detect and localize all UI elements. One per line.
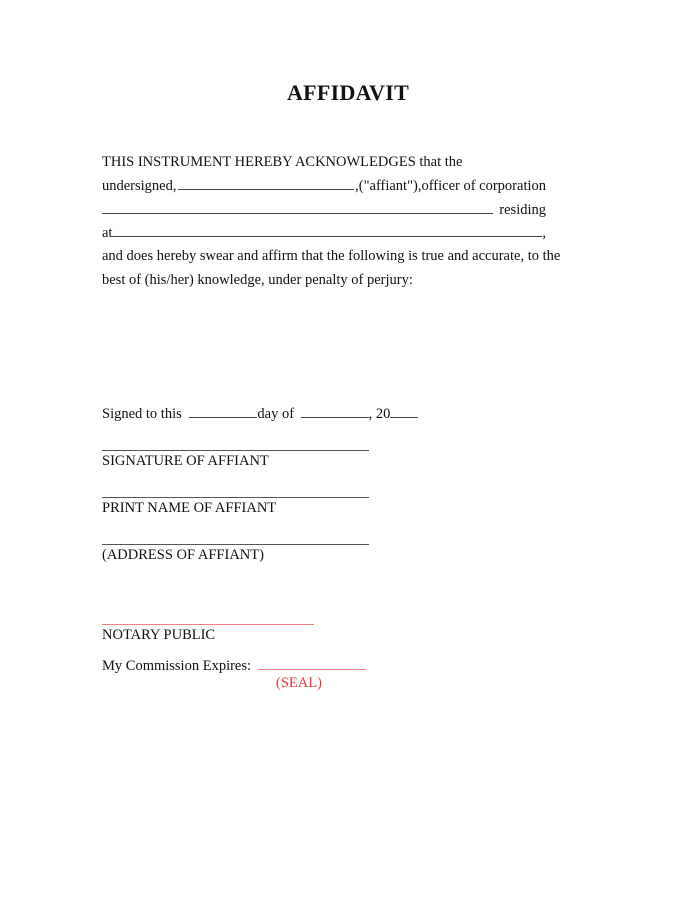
print-name-line[interactable] [102,497,369,498]
undersigned-text: undersigned, [102,178,177,194]
para-line-5: and does hereby swear and affirm that the following is true and accurate, to the [102,248,561,264]
para-line-4 [102,224,546,242]
para-line-1: THIS INSTRUMENT HEREBY ACKNOWLEDGES that the [102,154,463,170]
residence-address-blank[interactable] [112,224,542,237]
day-of-text: day of [257,406,295,422]
comma-text: , [542,225,546,241]
affiant-name-blank[interactable] [178,177,355,190]
at-text: at [102,225,113,241]
seal-label: (SEAL) [276,675,322,691]
signed-date-line [102,405,418,423]
address-line[interactable] [102,544,369,545]
signature-label: SIGNATURE OF AFFIANT [102,453,269,469]
signed-prefix-text: Signed to this [102,406,182,422]
year-prefix-text: , 20 [368,406,391,422]
notary-label: NOTARY PUBLIC [102,627,216,643]
month-blank[interactable] [301,405,369,418]
document-title: AFFIDAVIT [286,80,410,105]
para-line-2 [102,177,546,195]
print-name-label: PRINT NAME OF AFFIANT [102,500,277,516]
corporation-blank[interactable] [102,201,493,214]
address-label: (ADDRESS OF AFFIANT) [102,547,264,563]
year-blank[interactable] [390,405,418,418]
para-line-6: best of (his/her) knowledge, under penalty of perjury: [102,272,413,288]
affiant-officer-text: ,("affiant"),officer of corporation [355,178,546,194]
residing-text: residing [499,202,546,218]
para-line-3 [102,201,546,219]
notary-signature-line[interactable] [102,624,314,625]
commission-line [102,657,366,675]
commission-expires-blank[interactable] [258,657,366,670]
day-blank[interactable] [189,405,257,418]
commission-label: My Commission Expires: [102,658,252,674]
signature-line[interactable] [102,450,369,451]
